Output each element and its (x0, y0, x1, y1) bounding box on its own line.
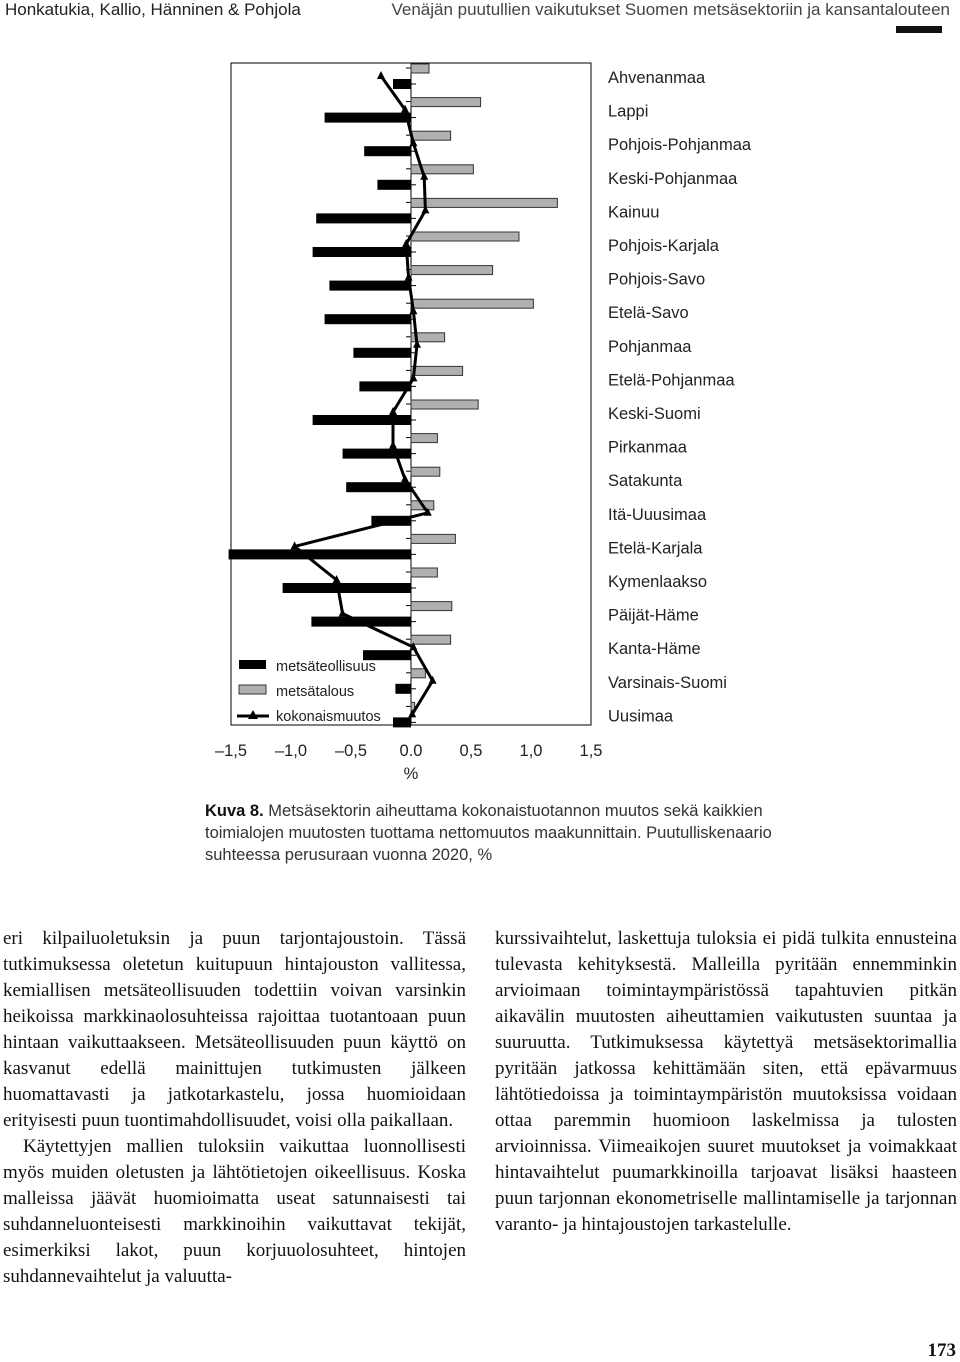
figure-caption (205, 800, 805, 866)
bar-metsateollisuus (283, 583, 411, 593)
body-column-right (495, 926, 957, 1238)
legend-swatch-metsatalous (239, 685, 266, 694)
body-column-left (3, 926, 466, 1290)
bar-metsateollisuus (395, 684, 411, 694)
running-header (0, 0, 960, 36)
bar-metsateollisuus (343, 449, 411, 459)
bar-metsateollisuus (393, 79, 411, 89)
category-label: Pohjois-Pohjanmaa (608, 136, 752, 155)
bar-metsatalous (411, 568, 437, 577)
x-tick-label: 1,5 (579, 742, 603, 760)
category-label: Satakunta (608, 472, 683, 491)
category-label: Ahvenanmaa (608, 69, 706, 87)
bar-metsatalous (411, 467, 440, 476)
regional-change-chart (0, 50, 960, 790)
bar-metsateollisuus (359, 381, 411, 391)
bar-metsatalous (411, 635, 451, 644)
category-label: Päijät-Häme (608, 606, 699, 625)
marker-kokonaismuutos (389, 441, 397, 449)
legend-label: kokonaismuutos (276, 709, 381, 725)
bar-metsatalous (411, 602, 452, 611)
category-label: Pirkanmaa (608, 438, 687, 457)
bar-metsateollisuus (353, 348, 411, 358)
bar-metsatalous (411, 366, 463, 375)
category-label: Kymenlaakso (608, 573, 708, 591)
bar-metsatalous (411, 400, 478, 409)
bar-metsatalous (411, 64, 429, 73)
category-label: Keski-Suomi (608, 405, 701, 423)
legend-label: metsätalous (276, 684, 355, 700)
bar-metsateollisuus (346, 482, 411, 492)
x-tick-label: 0,5 (459, 742, 483, 760)
caption-label: Kuva 8. (205, 802, 264, 820)
bar-metsateollisuus (325, 113, 411, 123)
caption-text: Metsäsektorin aiheuttama kokonaistuotannon muutos sekä kaikkien toimialojen muutosten tuottama nettomuutos maakunnittain. Puutulliskenaario suhteessa perusuraan vuonna 2020, % (205, 802, 772, 864)
category-label: Etelä-Karjala (608, 539, 703, 558)
bar-metsateollisuus (316, 213, 411, 223)
category-label: Uusimaa (608, 707, 674, 726)
bar-metsatalous (411, 98, 481, 107)
bar-metsatalous (411, 434, 437, 443)
bar-metsatalous (411, 198, 557, 207)
body-paragraph: Käytettyjen mallien tuloksiin vaikuttaa luonnollisesti myös muiden oletusten ja lähtötietojen oikeellisuus. Koska malleissa jäävät huomioimatta useat satunnaisesti tai suhdanneluonteisesti markkinoihin vaikuttavat tekijät, esimerkiksi lakot, puun korjuuolosuhteet, hintojen suhdannevaihtelut ja valuutta- (3, 1136, 466, 1287)
category-label: Pohjois-Karjala (608, 237, 719, 255)
marker-kokonaismuutos (377, 71, 385, 79)
x-tick-label: 0.0 (399, 742, 423, 760)
bar-metsatalous (411, 131, 451, 140)
category-label: Lappi (608, 102, 649, 121)
bar-metsateollisuus (393, 717, 411, 727)
bar-metsatalous (411, 232, 519, 241)
category-label: Itä-Uuusimaa (608, 505, 707, 524)
bar-metsateollisuus (313, 415, 411, 425)
x-tick-label: 1,0 (519, 742, 543, 760)
marker-kokonaismuutos (339, 609, 347, 617)
bar-metsateollisuus (313, 247, 411, 257)
bar-metsatalous (411, 534, 455, 543)
category-label: Pohjanmaa (608, 337, 692, 356)
category-label: Etelä-Pohjanmaa (608, 371, 735, 390)
x-tick-label: –1,5 (214, 742, 248, 760)
bar-metsateollisuus (377, 180, 411, 190)
header-authors: Honkatukia, Kallio, Hänninen & Pohjola (5, 0, 301, 19)
legend-swatch-metsateollisuus (239, 660, 266, 669)
category-label: Keski-Pohjanmaa (608, 169, 738, 188)
page-number: 173 (927, 1340, 956, 1361)
x-axis-label: % (403, 765, 419, 783)
bar-metsateollisuus (329, 281, 411, 291)
header-rule-mark (896, 26, 942, 33)
category-label: Kainuu (608, 203, 660, 222)
bar-metsateollisuus (325, 314, 411, 324)
x-tick-label: –0,5 (334, 742, 368, 760)
bar-metsateollisuus (364, 146, 411, 156)
bar-metsatalous (411, 266, 493, 275)
body-paragraph: kurssivaihtelut, laskettuja tuloksia ei pidä tulkita ennusteina tulevasta kehityksestä. Malleilla pyritään ennemminkin arvioimaan toimintaympäristössä tapahtuvien pitkän aikavälin muutosten aiheuttamien vaikutusten suuntaa ja suuruutta. Tutkimuksessa käytettyä metsäsektorimallia pyritään jatkossa kehittämään siten, että epävarmuus lähtötiedoissa ja toimintaympäristön muutoksissa voidaan ottaa paremmin huomioon laskelmissa ja tulosten arvioinnissa. Viimeaikojen suuret muutokset ja voimakkaat hintavaihtelut puumarkkinoilla tarjoavat lisäksi haasteen puun tarjonnan ekonometriselle mallintamiselle ja tarjonnan varanto- ja hintajoustojen tarkastelulle. (495, 928, 957, 1235)
bar-metsatalous (411, 669, 425, 678)
category-label: Pohjois-Savo (608, 270, 706, 289)
header-title: Venäjän puutullien vaikutukset Suomen metsäsektoriin ja kansantalouteen (391, 0, 950, 19)
body-paragraph: eri kilpailuoletuksin ja puun tarjontajoustoin. Tässä tutkimuksessa oletetun kuitupuun hintajouston vallitessa, kemiallisen metsäteollisuuden todettiin voivan varsinkin heikoissa markkinaolosuhteissa rajoittaa tuotantoaan puun hintaan vaikuttaakseen. Metsäteollisuuden puun käyttö on kasvanut edellä mainittujen tutkimusten jälkeen huomattavasti ja jatkotarkastelu, jossa huomioidaan erityisesti puun tuontimahdollisuudet, voisi olla paikallaan. (3, 928, 466, 1131)
category-label: Kanta-Häme (608, 640, 701, 659)
bar-metsatalous (411, 299, 533, 308)
category-label: Etelä-Savo (608, 304, 689, 323)
x-tick-label: –1,0 (274, 742, 308, 760)
bar-metsateollisuus (229, 549, 411, 559)
legend-label: metsäteollisuus (276, 659, 376, 675)
category-label: Varsinais-Suomi (608, 673, 727, 692)
